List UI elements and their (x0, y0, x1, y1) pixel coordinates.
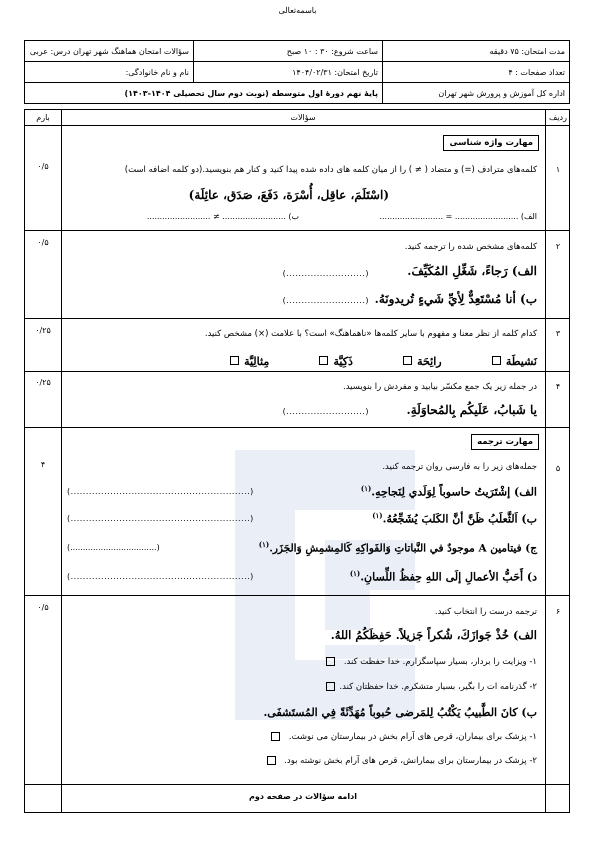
translation-blank: (..................................) (67, 543, 160, 552)
question-text: کلمه‌های مترادف (=) و متضاد ( ≠ ) را از میان کلمه های داده شده پیدا کنید و کنار هم بنویسید.(دو کلمه اضافه است) (124, 165, 537, 175)
section-vocab-title: مهارت واژه شناسی (443, 135, 539, 151)
question-score: ۴ (40, 460, 46, 469)
option-checkbox[interactable] (319, 356, 328, 365)
choice-checkbox[interactable] (271, 732, 280, 741)
question-text: کلمه‌های مشخص شده را ترجمه کنید. (404, 242, 537, 252)
translation-sentence: ج) فيتامين A موجودٌ في النَّباتاتِ وَالفَواكِهِ كَالمِشمِشِ وَالجَزَر.$^{(۱)}$ (258, 540, 537, 555)
sentence: يا شَبابُ، عَلَيكُم بِالمُحاوَلَةِ. (406, 403, 537, 417)
question-divider (25, 427, 569, 428)
question-number: ۳ (555, 329, 561, 338)
option-label: نَشيطَة (505, 355, 537, 368)
question-text: در جمله زیر یک جمع مکسّر بیابید و مفردش را بنویسید. (343, 382, 537, 392)
question-divider (25, 595, 569, 596)
sentence-b: ب) أنا مُسْتَعِدٌّ لِأيِّ شَيءٍ تُريدونَهُ. (374, 292, 537, 306)
bismillah: باسمه‌تعالی (278, 6, 317, 15)
column-divider (545, 110, 546, 812)
score-column-header: بارم (36, 113, 50, 122)
question-score: ۰/۲۵ (35, 326, 51, 335)
exam-date: تاریخ امتحان: ۱۴۰۴/۰۲/۳۱ (194, 62, 383, 83)
footer-divider (25, 784, 569, 785)
choice-checkbox[interactable] (326, 682, 335, 691)
student-name-field: نام و نام خانوادگی: (25, 62, 194, 83)
answer-blank: (..........................) (282, 269, 369, 278)
question-number: ۱ (555, 165, 561, 174)
exam-duration: مدت امتحان: ۷۵ دقیقه (383, 41, 570, 62)
question-score: ۰/۵ (37, 603, 49, 612)
section-translation-title: مهارت ترجمه (471, 434, 539, 450)
answer-blank: (..........................) (282, 407, 369, 416)
questions-column-header: سؤالات (290, 113, 316, 122)
question-divider (25, 230, 569, 231)
row-column-header: ردیف (549, 113, 567, 122)
choice-label: ۱- ویزایت را بردار، بسیار سپاسگزارم. خدا حفظت کند. (343, 657, 537, 667)
translation-blank: (...........................................................) (67, 514, 254, 523)
question-number: ۴ (555, 382, 561, 391)
exam-subject: سؤالات امتحان هماهنگ شهر تهران درس: عربی (25, 41, 194, 62)
question-divider (25, 371, 569, 372)
option-label: ذَكِيَّة (333, 355, 353, 368)
choice-a2 (326, 682, 537, 692)
option-checkbox[interactable] (403, 356, 412, 365)
question-text: کدام کلمه از نظر معنا و مفهوم با سایر کلمه‌ها «ناهماهنگ» است؟ با علامت (×) مشخص کنید. (204, 329, 537, 339)
questions-frame (24, 109, 570, 813)
antonym-answer-line: ب) ......................... ≠ ......................... (146, 212, 299, 221)
exam-title: پایهٔ نهم دورهٔ اول متوسطه (نوبت دوم سال تحصیلی ۱۴۰۴-۱۴۰۳) (25, 83, 383, 104)
start-time: ساعت شروع: ۳۰ : ۱۰ صبح (194, 41, 383, 62)
question-number: ۵ (555, 464, 561, 473)
choice-label: ۲- گذرنامه ات را بگیر، بسیار متشکرم. خدا حفظتان کند. (339, 682, 537, 692)
question-number: ۶ (555, 607, 561, 616)
choice-label: ۱- پزشک برای بیماران، قرص های آرام بخش در بیمارستان می نوشت. (288, 732, 537, 742)
word-list: (اسْتَلَمَ، عاقِل، أُسْرَة، دَفَعَ، صَدَق، عائِلَة) (188, 188, 389, 202)
choice-checkbox[interactable] (267, 756, 276, 765)
choice-checkbox[interactable] (326, 657, 335, 666)
question-score: ۰/۵ (37, 162, 49, 171)
header-divider (25, 125, 569, 126)
options-row (230, 350, 537, 369)
question-text: ترجمه درست را انتخاب کنید. (434, 607, 537, 617)
translation-sentence: د) أَحَبُّ الأعمالِ إلَى اللهِ حِفظُ اللِّسانِ.$^{(۱)}$ (349, 569, 537, 584)
choice-a1 (326, 657, 537, 667)
sentence-a: الف) خُذْ جَوازَكَ، شُكراً جَزيلاً. حَفِظَكُمُ اللهُ. (330, 628, 537, 642)
answer-blank: (..........................) (282, 296, 369, 305)
continue-note: ادامه سؤالات در صفحه دوم (249, 792, 357, 801)
choice-b2 (267, 756, 538, 766)
question-score: ۰/۲۵ (35, 378, 51, 387)
question-text: جمله‌های زیر را به فارسی روان ترجمه کنید. (382, 462, 537, 472)
exam-header (24, 40, 570, 104)
option-checkbox[interactable] (492, 356, 501, 365)
synonym-answer-line: الف) ......................... = ......................... (379, 212, 537, 221)
translation-blank: (...........................................................) (67, 572, 254, 581)
choice-b1 (271, 732, 537, 742)
choice-label: ۲- پزشک در بیمارستان برای بیمارانش، قرص های آرام بخش نوشته بود. (284, 756, 537, 766)
question-score: ۰/۵ (37, 238, 49, 247)
sentence-b: ب) كانَ الطَّبيبُ يَكْتُبُ لِلمَرضى حُبوباً مُهَدِّئَةً فِي المُستَشفَى. (263, 706, 537, 719)
translation-blank: (...........................................................) (67, 487, 254, 496)
translation-sentence: ب) اَلثَّعلَبُ ظَنَّ أنَّ الكَلبَ يُشَجِّعُهُ.$^{(۱)}$ (372, 511, 537, 526)
option-label: رائِحَة (417, 355, 442, 368)
option-checkbox[interactable] (230, 356, 239, 365)
option-label: مِثالِيَّة (244, 355, 270, 368)
translation-sentence: الف) إشْتَرَيتُ حاسوباً لِوَلَدي لِنَجاحِهِ.$^{(۱)}$ (360, 484, 537, 499)
column-divider (61, 110, 62, 812)
page-count: تعداد صفحات : ۴ (383, 62, 570, 83)
education-office: اداره کل آموزش و پرورش شهر تهران (383, 83, 570, 104)
question-divider (25, 318, 569, 319)
sentence-a: الف) رَجاءً، شَغِّلِ المُكَيِّفَ. (407, 264, 537, 278)
question-number: ۲ (555, 242, 561, 251)
